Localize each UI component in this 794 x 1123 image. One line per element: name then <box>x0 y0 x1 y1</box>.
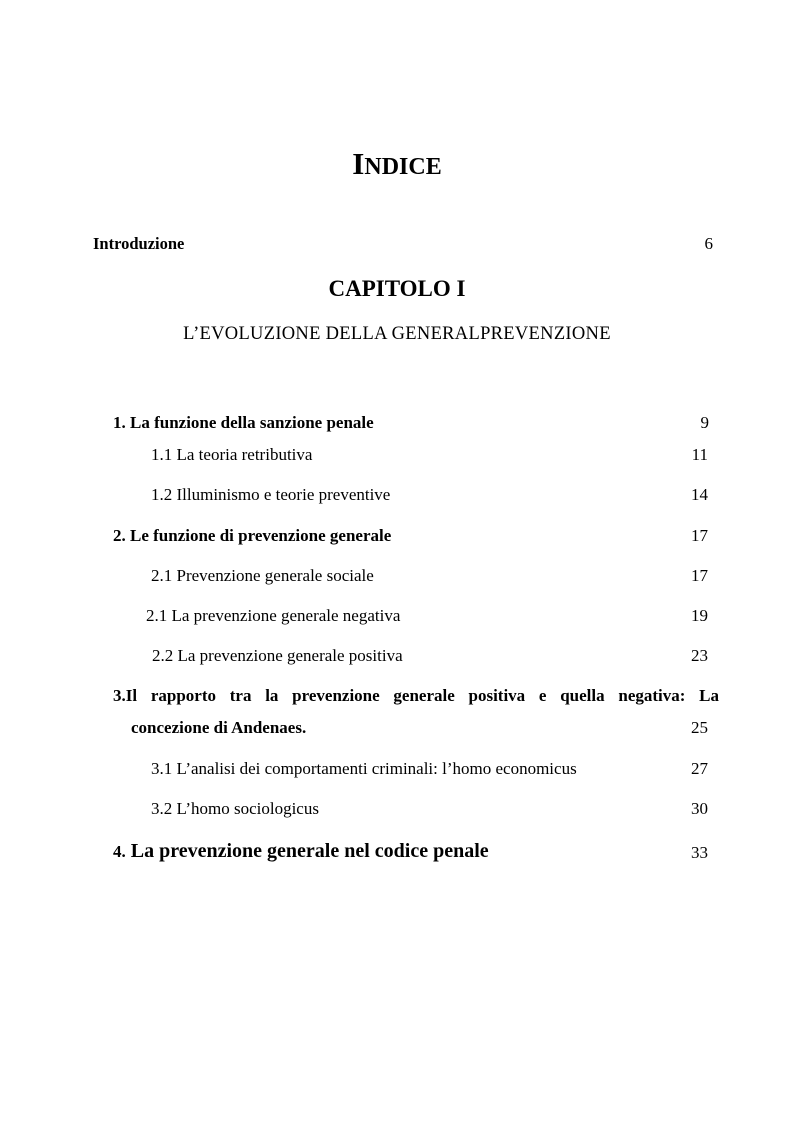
chapter-subtitle: L’EVOLUZIONE DELLA GENERALPREVENZIONE <box>183 324 611 344</box>
toc-entry-1-page: 9 <box>700 413 709 432</box>
toc-intro-label: Introduzione <box>93 234 185 253</box>
index-title: INDICE <box>352 146 442 181</box>
toc-entry-2-1: 2.1 Prevenzione generale sociale <box>151 566 374 585</box>
toc-entry-3-1: 3.1 L’analisi dei comportamenti criminali: l’homo economicus <box>151 759 577 778</box>
toc-entry-2-page: 17 <box>691 526 708 545</box>
toc-entry-3-line2: concezione di Andenaes. <box>131 718 307 737</box>
toc-entry-4-page: 33 <box>691 843 708 862</box>
toc-entry-3-page: 25 <box>691 718 708 737</box>
toc-entry-3-line1: 3.Il rapporto tra la prevenzione generale positiva e quella negativa: La <box>113 686 719 705</box>
toc-entry-2-2: 2.2 La prevenzione generale positiva <box>152 646 403 665</box>
toc-entry-2-1b: 2.1 La prevenzione generale negativa <box>146 606 401 625</box>
toc-entry-2-1b-page: 19 <box>691 606 708 625</box>
toc-entry-1-2-page: 14 <box>691 485 708 504</box>
toc-intro-page: 6 <box>704 234 713 253</box>
toc-entry-3-2-page: 30 <box>691 799 708 818</box>
toc-entry-2: 2. Le funzione di prevenzione generale <box>113 526 392 545</box>
toc-entry-1-1: 1.1 La teoria retributiva <box>151 445 313 464</box>
toc-entry-1-2: 1.2 Illuminismo e teorie preventive <box>151 485 391 504</box>
toc-entry-4 <box>113 840 489 863</box>
toc-entry-2-1-page: 17 <box>691 566 708 585</box>
toc-entry-4-number: 4. <box>113 842 126 861</box>
toc-entry-3-1-page: 27 <box>691 759 708 778</box>
toc-entry-3-2: 3.2 L’homo sociologicus <box>151 799 319 818</box>
toc-entry-1: 1. La funzione della sanzione penale <box>113 413 374 432</box>
toc-entry-1-1-page: 11 <box>691 445 708 464</box>
chapter-title: CAPITOLO I <box>328 276 466 301</box>
toc-entry-4-label: La prevenzione generale nel codice penale <box>125 840 489 862</box>
toc-entry-2-2-page: 23 <box>691 646 708 665</box>
